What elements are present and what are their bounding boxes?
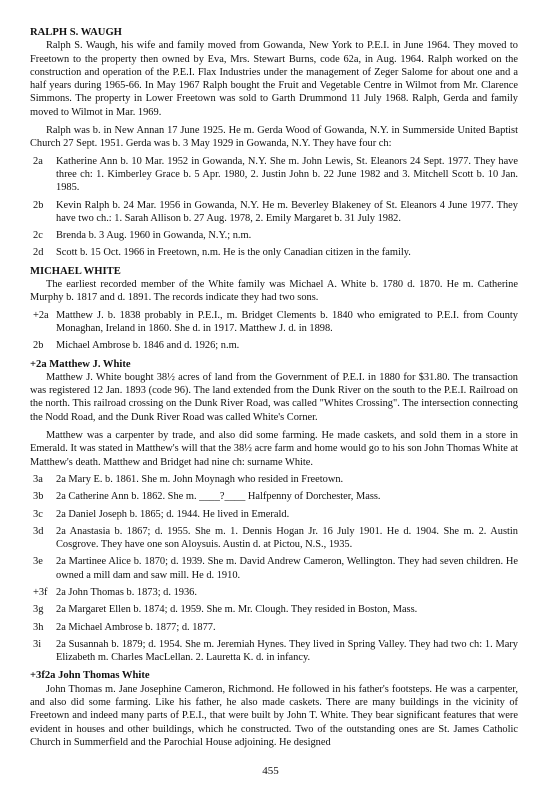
genealogy-entry (30, 621, 518, 634)
section-heading-matthew: +2a Matthew J. White (30, 358, 131, 370)
genealogy-entry (30, 229, 518, 242)
entry-code: 3c (33, 508, 43, 520)
entry-text: 2a Anastasia b. 1867; d. 1955. She m. 1. Dennis Hogan Jr. 16 July 1901. He d. 1904. She m. 2. Austin Cosgrove. They have one son Aloysuis. Austin d. at Pictou, N.S., 1935. (56, 525, 518, 551)
genealogy-entry (30, 246, 518, 259)
entry-text: 2a Martinee Alice b. 1870; d. 1939. She m. David Andrew Cameron, Wellington. They had seven children. He owned a mill dam and saw mill. He d. 1910. (56, 556, 518, 581)
genealogy-entry (30, 490, 518, 503)
entry-code: +3f (33, 586, 48, 598)
entry-code: +2a (33, 309, 49, 321)
genealogy-entry (30, 155, 518, 195)
entry-code: 2b (33, 199, 44, 211)
entry-text: Michael Ambrose b. 1846 and d. 1926; n.m. (56, 340, 240, 352)
genealogy-entry (30, 199, 518, 226)
genealogy-entry (30, 638, 518, 665)
genealogy-entry (30, 603, 518, 616)
entry-code: 3i (33, 638, 42, 650)
genealogy-entry (30, 586, 518, 599)
entry-code: 2c (33, 230, 43, 242)
entry-text: 2a Mary E. b. 1861. She m. John Moynagh who resided in Freetown. (56, 473, 344, 485)
white-paragraph-1: The earliest recorded member of the White family was Michael A. White b. 1780 d. 1870. He m. Catherine Murphy b. 1817 and d. 1891. The records indicate they had two sons. (30, 279, 518, 304)
genealogy-entry (30, 508, 518, 521)
entry-code: 3d (33, 525, 44, 537)
waugh-paragraph-2: Ralph was b. in New Annan 17 June 1925. He m. Gerda Wood of Gowanda, N.Y. in Summerside United Baptist Church 27 Sept. 1951. Gerda was b. 3 May 1929 in Gowanda, N.Y. They have four ch: (30, 125, 518, 150)
section-heading-waugh: RALPH S. WAUGH (30, 27, 122, 38)
entry-text: 2a Susannah b. 1879; d. 1954. She m. Jeremiah Hynes. They lived in Spring Valley. They had two ch: 1. Mary Elizabeth m. Charles MacLellan. 2. Lauretta K. d. in infancy. (56, 638, 518, 664)
entry-code: 3b (33, 491, 44, 503)
entry-text: Katherine Ann b. 10 Mar. 1952 in Gowanda, N.Y. She m. John Lewis, St. Eleanors 24 Sept. 1977. They have three ch: 1. Kimberley Grace b. 5 Apr. 1980, 2. Justin John b. 22 June 1982 and 3. Mitchell Scott b. 10 Jan. 1985. (56, 155, 518, 194)
genealogy-entry (30, 525, 518, 552)
genealogy-entry (30, 555, 518, 582)
entry-code: 3e (33, 556, 43, 568)
entry-code: 2b (33, 340, 44, 352)
entry-text: Scott b. 15 Oct. 1966 in Freetown, n.m. He is the only Canadian citizen in the family. (56, 247, 411, 259)
matthew-paragraph-2: Matthew was a carpenter by trade, and also did some farming. He made caskets, and sold them in a store in Emerald. It was stated in Matthew's will that the 38½ acre farm and home would go to his son John Thomas White at Matthew's death. Matthew and Bridget had nine ch: surname White. (30, 430, 518, 468)
entry-code: 2a (33, 155, 43, 167)
entry-text: 2a Margaret Ellen b. 1874; d. 1959. She m. Mr. Clough. They resided in Boston, Mass. (56, 604, 418, 616)
entry-text: Matthew J. b. 1838 probably in P.E.I., m. Bridget Clements b. 1840 who emigrated to P.E.I. from County Monaghan, Ireland in 1860. She d. in 1917. Matthew J. d. in 1898. (56, 309, 518, 334)
john-paragraph-1: John Thomas m. Jane Josephine Cameron, Richmond. He followed in his father's footsteps. He was a carpenter, and also did some farming. Like his father, he also made caskets. There are many buildings in the vicinity of Freetown and indeed many parts of P.E.I., that were built by John T. White. They bear significant features that were evident in houses and other buildings, which he constructed. Two of the outstanding ones are St. James Catholic Church in Summerfield and the Parochial House adjoining. He designed (30, 683, 518, 748)
entry-text: 2a John Thomas b. 1873; d. 1936. (56, 586, 197, 598)
genealogy-entry (30, 339, 518, 352)
section-heading-white: MICHAEL WHITE (30, 265, 121, 277)
genealogy-entry (30, 473, 518, 486)
entry-code: 3a (33, 473, 43, 485)
page-content (30, 22, 518, 749)
entry-text: Kevin Ralph b. 24 Mar. 1956 in Gowanda, N.Y. He m. Beverley Blakeney of St. Eleanors 4 June 1977. They have two ch.: 1. Sarah Allison b. 27 Aug. 1978, 2. Emily Margaret b. 31 July 1982. (56, 199, 518, 224)
page-number: 455 (262, 765, 279, 777)
entry-text: Brenda b. 3 Aug. 1960 in Gowanda, N.Y.; n.m. (56, 230, 252, 242)
entry-code: 3h (33, 621, 44, 633)
matthew-paragraph-1: Matthew J. White bought 38½ acres of land from the Government of P.E.I. in 1880 for $31.80. The transaction was registered 12 Jan. 1893 (code 96). The land extended from the Dunk River on the south to the P.E.I. Railroad on the north. This railroad crossing on the Dunk River Road, was called "Whites Crossing". The intersection connecting the Nodd Road, and the Dunk River Road was called White's Corner. (30, 371, 518, 423)
section-heading-john: +3f2a John Thomas White (30, 670, 150, 682)
genealogy-entry (30, 309, 518, 336)
entry-text: 2a Catherine Ann b. 1862. She m. ____?____ Halfpenny of Dorchester, Mass. (56, 491, 381, 503)
entry-text: 2a Daniel Joseph b. 1865; d. 1944. He lived in Emerald. (56, 508, 290, 520)
entry-code: 3g (33, 604, 44, 616)
waugh-paragraph-1: Ralph S. Waugh, his wife and family moved from Gowanda, New York to P.E.I. in June 1964. They moved to Freetown to the property then owned by Eva, Mrs. Stewart Burns, code 62a, in Aug. 1964. Ralph worked on the construction and operation of the P.E.I. Flax Industries under the management of Zeger Salome for about one and a half years during 1965-66. In May 1967 Ralph bought the Fruit and Vegetable Centre in Wilmot from Mr. Clarence Simmons. The property in Lower Freetown was sold to Garth Drummond 11 July 1968. Ralph, Gerda and family moved to Wilmot in Mar. 1969. (30, 40, 518, 118)
entry-code: 2d (33, 247, 44, 259)
entry-text: 2a Michael Ambrose b. 1877; d. 1877. (56, 621, 216, 633)
